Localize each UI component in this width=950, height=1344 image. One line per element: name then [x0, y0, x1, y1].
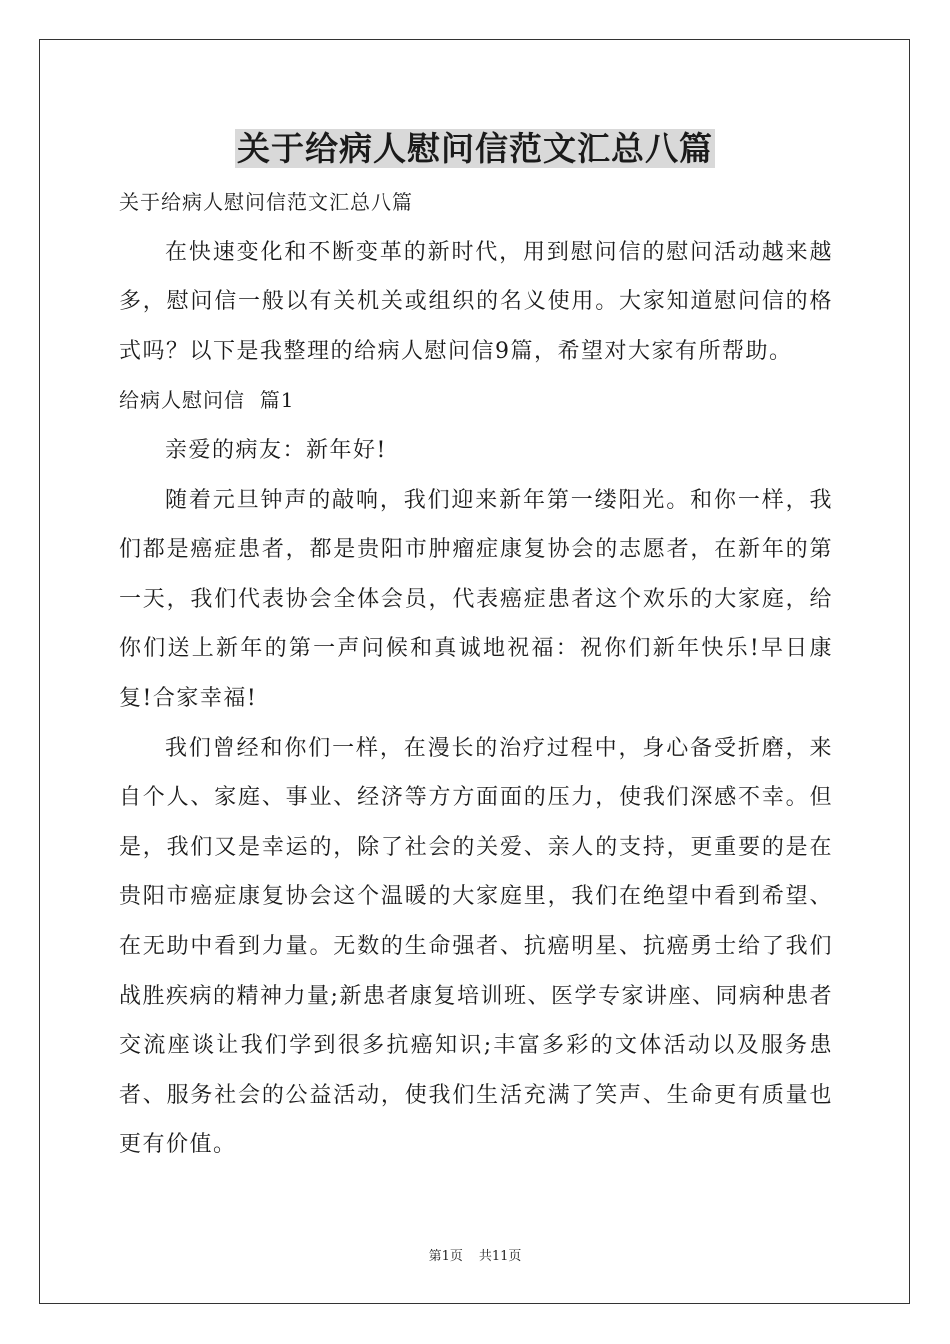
page-number-total: 共11页: [478, 1249, 522, 1264]
document-subtitle: 关于给病人慰问信范文汇总八篇: [119, 190, 413, 214]
page-footer: [0, 1248, 950, 1266]
letter-greeting: 亲爱的病友：新年好!: [165, 437, 387, 463]
document-title: [0, 124, 950, 174]
document-title-text: 关于给病人慰问信范文汇总八篇: [237, 129, 713, 168]
letter-paragraph-2: 我们曾经和你们一样，在漫长的治疗过程中，身心备受折磨，来自个人、家庭、事业、经济等方方面面的压力，使我们深感不幸。但是，我们又是幸运的，除了社会的关爱、亲人的支持，更重要的是在贵阳市癌症康复协会这个温暖的大家庭里，我们在绝望中看到希望、在无助中看到力量。无数的生命强者、抗癌明星、抗癌勇士给了我们战胜疾病的精神力量;新患者康复培训班、医学专家讲座、同病种患者交流座谈让我们学到很多抗癌知识;丰富多彩的文体活动以及服务患者、服务社会的公益活动，使我们生活充满了笑声、生命更有质量也更有价值。: [119, 735, 833, 1158]
letter-paragraph-1: 随着元旦钟声的敲响，我们迎来新年第一缕阳光。和你一样，我们都是癌症患者，都是贵阳市肿瘤症康复协会的志愿者，在新年的第一天，我们代表协会全体会员，代表癌症患者这个欢乐的大家庭，给你们送上新年的第一声问候和真诚地祝福：祝你们新年快乐!早日康复!合家幸福!: [119, 487, 833, 711]
intro-paragraph: 在快速变化和不断变革的新时代，用到慰问信的慰问活动越来越多，慰问信一般以有关机关或组织的名义使用。大家知道慰问信的格式吗？以下是我整理的给病人慰问信9篇，希望对大家有所帮助。: [119, 239, 833, 364]
page-number-current: 第1页: [428, 1249, 463, 1264]
document-body: [119, 178, 833, 1170]
section-heading: 给病人慰问信 篇1: [119, 388, 295, 413]
